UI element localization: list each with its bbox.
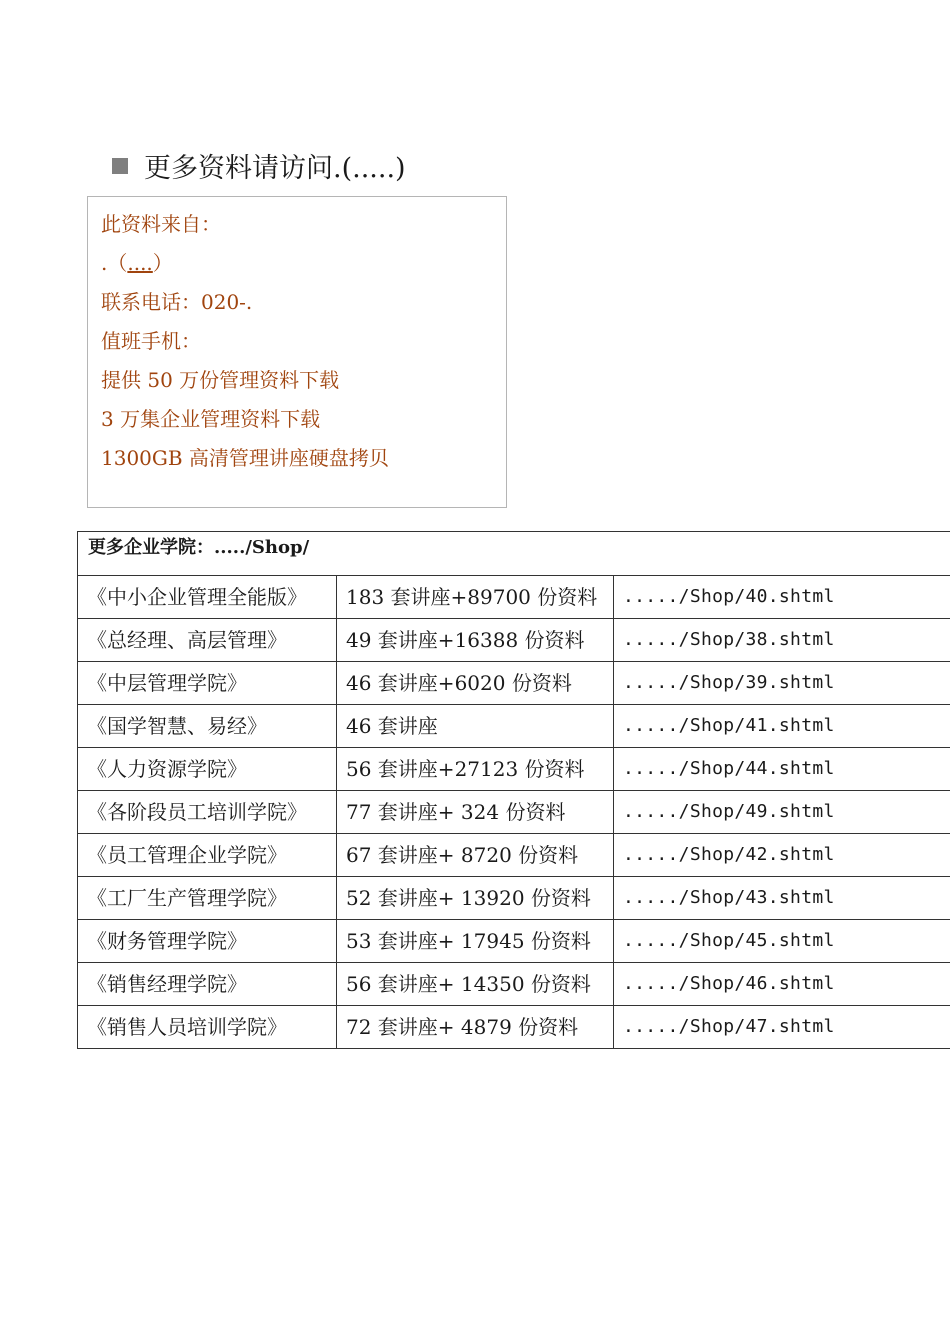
course-table xyxy=(77,531,950,1049)
course-url-cell[interactable]: ...../Shop/47.shtml xyxy=(614,1006,950,1049)
table-row xyxy=(78,1006,950,1049)
course-name-cell: 《总经理、高层管理》 xyxy=(78,619,337,662)
course-url-cell[interactable]: ...../Shop/46.shtml xyxy=(614,963,950,1006)
table-row xyxy=(78,705,950,748)
table-row xyxy=(78,920,950,963)
course-url-cell[interactable]: ...../Shop/43.shtml xyxy=(614,877,950,920)
page-heading xyxy=(112,146,406,185)
source-label: 此资料来自： xyxy=(101,212,221,236)
course-desc-cell: 53 套讲座+ 17945 份资料 xyxy=(337,920,614,963)
source-link-line xyxy=(101,244,506,283)
table-header-row xyxy=(78,532,950,576)
mobile-line: 值班手机： xyxy=(101,329,201,353)
phone-line: 联系电话：020-. xyxy=(101,290,253,314)
link-prefix: .（ xyxy=(101,251,128,275)
table-row xyxy=(78,834,950,877)
course-desc-cell: 72 套讲座+ 4879 份资料 xyxy=(337,1006,614,1049)
table-row xyxy=(78,576,950,619)
course-url-cell[interactable]: ...../Shop/41.shtml xyxy=(614,705,950,748)
table-row xyxy=(78,877,950,920)
course-name-cell: 《员工管理企业学院》 xyxy=(78,834,337,877)
table-header: 更多企业学院：...../Shop/ xyxy=(78,532,950,576)
offer-line-3: 1300GB 高清管理讲座硬盘拷贝 xyxy=(101,446,389,470)
table-row xyxy=(78,619,950,662)
course-desc-cell: 56 套讲座+27123 份资料 xyxy=(337,748,614,791)
course-desc-cell: 56 套讲座+ 14350 份资料 xyxy=(337,963,614,1006)
course-desc-cell: 49 套讲座+16388 份资料 xyxy=(337,619,614,662)
course-name-cell: 《销售经理学院》 xyxy=(78,963,337,1006)
offer-line-1: 提供 50 万份管理资料下载 xyxy=(101,368,340,392)
heading-text: 更多资料请访问.(.....) xyxy=(144,153,406,184)
course-url-cell[interactable]: ...../Shop/49.shtml xyxy=(614,791,950,834)
course-name-cell: 《销售人员培训学院》 xyxy=(78,1006,337,1049)
course-url-cell[interactable]: ...../Shop/40.shtml xyxy=(614,576,950,619)
course-url-cell[interactable]: ...../Shop/42.shtml xyxy=(614,834,950,877)
course-desc-cell: 46 套讲座 xyxy=(337,705,614,748)
course-name-cell: 《人力资源学院》 xyxy=(78,748,337,791)
course-url-cell[interactable]: ...../Shop/39.shtml xyxy=(614,662,950,705)
course-desc-cell: 183 套讲座+89700 份资料 xyxy=(337,576,614,619)
offer-line-2: 3 万集企业管理资料下载 xyxy=(101,407,321,431)
course-name-cell: 《财务管理学院》 xyxy=(78,920,337,963)
contact-info-box xyxy=(87,196,507,508)
course-desc-cell: 77 套讲座+ 324 份资料 xyxy=(337,791,614,834)
table-row xyxy=(78,963,950,1006)
course-name-cell: 《中层管理学院》 xyxy=(78,662,337,705)
course-url-cell[interactable]: ...../Shop/45.shtml xyxy=(614,920,950,963)
course-desc-cell: 46 套讲座+6020 份资料 xyxy=(337,662,614,705)
course-name-cell: 《各阶段员工培训学院》 xyxy=(78,791,337,834)
source-link[interactable]: .... xyxy=(127,251,153,275)
course-url-cell[interactable]: ...../Shop/38.shtml xyxy=(614,619,950,662)
course-url-cell[interactable]: ...../Shop/44.shtml xyxy=(614,748,950,791)
course-desc-cell: 67 套讲座+ 8720 份资料 xyxy=(337,834,614,877)
course-desc-cell: 52 套讲座+ 13920 份资料 xyxy=(337,877,614,920)
table-row xyxy=(78,791,950,834)
course-name-cell: 《中小企业管理全能版》 xyxy=(78,576,337,619)
link-suffix: ） xyxy=(152,251,173,275)
table-row xyxy=(78,748,950,791)
square-bullet-icon xyxy=(112,158,128,174)
course-name-cell: 《工厂生产管理学院》 xyxy=(78,877,337,920)
course-name-cell: 《国学智慧、易经》 xyxy=(78,705,337,748)
table-row xyxy=(78,662,950,705)
